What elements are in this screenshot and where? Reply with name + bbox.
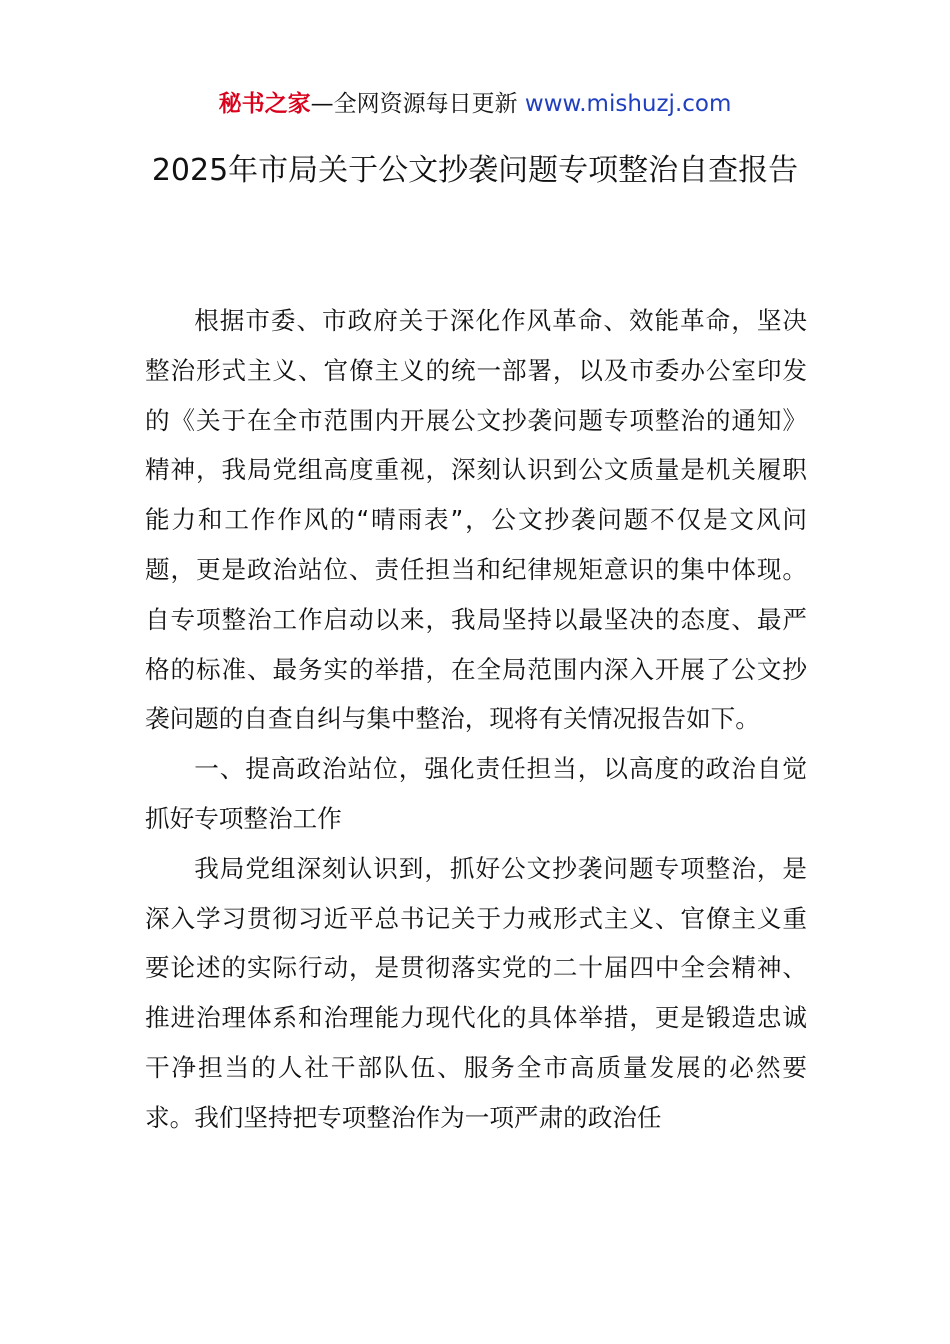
site-url-link[interactable]: www.mishuzj.com [524,91,732,117]
body-paragraph-intro: 根据市委、市政府关于深化作风革命、效能革命，坚决整治形式主义、官僚主义的统一部署，以及市委办公室印发的《关于在全市范围内开展公文抄袭问题专项整治的通知》精神，我局党组高度重视，深刻认识到公文质量是机关履职能力和工作作风的“晴雨表”，公文抄袭问题不仅是文风问题，更是政治站位、责任担当和纪律规矩意识的集中体现。自专项整治工作启动以来，我局坚持以最坚决的态度、最严格的标准、最务实的举措，在全局范围内深入开展了公文抄袭问题的自查自纠与集中整治，现将有关情况报告如下。 [145,306,807,734]
document-title: 2025年市局关于公文抄袭问题专项整治自查报告 [151,153,799,188]
site-header [0,86,950,122]
site-brand: 秘书之家 [218,91,311,117]
section-heading-one: 一、提高政治站位，强化责任担当，以高度的政治自觉抓好专项整治工作 [145,754,807,833]
site-slogan: —全网资源每日更新 [310,91,525,117]
document-body [145,296,807,1143]
body-paragraph-section-one: 我局党组深刻认识到，抓好公文抄袭问题专项整治，是深入学习贯彻习近平总书记关于力戒形式主义、官僚主义重要论述的实际行动，是贯彻落实党的二十届四中全会精神、推进治理体系和治理能力现代化的具体举措，更是锻造忠诚干净担当的人社干部队伍、服务全市高质量发展的必然要求。我们坚持把专项整治作为一项严肃的政治任 [145,853,807,1132]
